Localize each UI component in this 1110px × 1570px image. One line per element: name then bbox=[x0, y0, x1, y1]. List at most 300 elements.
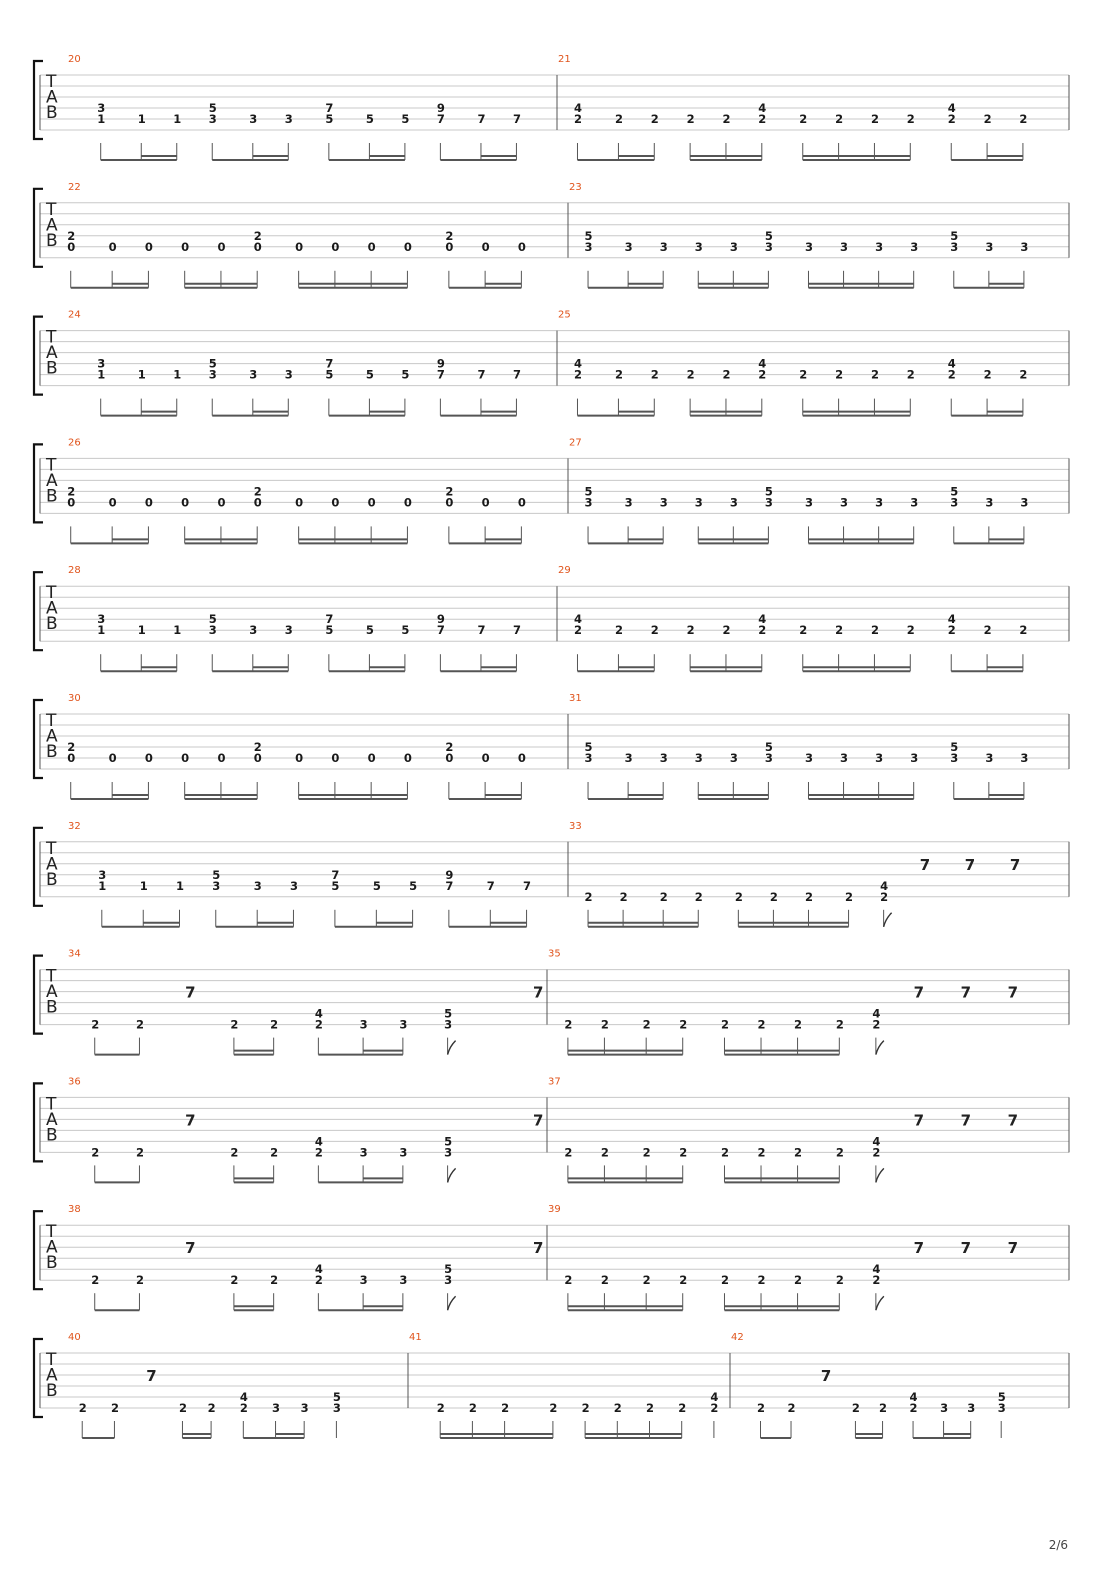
tab-clef-letter: T bbox=[46, 966, 57, 987]
fret-number: 0 bbox=[445, 239, 454, 254]
fret-number: 3 bbox=[208, 112, 217, 126]
measure bbox=[68, 1204, 543, 1310]
fret-number: 2 bbox=[253, 740, 262, 754]
measure-number: 22 bbox=[68, 181, 81, 193]
fret-number: 2 bbox=[642, 1017, 651, 1032]
fret-number: 0 bbox=[331, 495, 340, 510]
fret-number: 0 bbox=[481, 239, 490, 254]
fret-number: 0 bbox=[367, 751, 376, 765]
fret-number: 2 bbox=[600, 1017, 609, 1032]
fret-number: 0 bbox=[331, 239, 340, 254]
fret-number: 0 bbox=[403, 495, 412, 510]
fret-number: 2 bbox=[135, 1273, 144, 1288]
tab-system bbox=[34, 1204, 1069, 1310]
fret-number: 1 bbox=[173, 367, 182, 382]
fret-number: 4 bbox=[573, 101, 582, 115]
fret-number: 3 bbox=[208, 367, 217, 382]
fret-number: 2 bbox=[270, 1017, 279, 1032]
fret-number: 3 bbox=[840, 239, 849, 254]
measure bbox=[569, 182, 1028, 288]
eighth-rest: 7 bbox=[964, 855, 976, 874]
fret-number: 1 bbox=[173, 112, 182, 126]
fret-number: 5 bbox=[950, 228, 959, 243]
system-bracket bbox=[34, 1211, 43, 1289]
fret-number: 0 bbox=[217, 751, 226, 765]
fret-number: 2 bbox=[314, 1273, 323, 1288]
fret-number: 3 bbox=[694, 239, 703, 254]
fret-number: 7 bbox=[436, 112, 445, 126]
fret-number: 2 bbox=[91, 1017, 100, 1032]
system-bracket bbox=[34, 572, 43, 650]
measure bbox=[67, 693, 526, 799]
fret-number: 3 bbox=[659, 239, 668, 254]
fret-number: 7 bbox=[477, 112, 486, 126]
note-flag bbox=[448, 1168, 456, 1182]
fret-number: 3 bbox=[764, 751, 773, 765]
fret-number: 3 bbox=[97, 356, 106, 371]
tab-clef-letter: B bbox=[46, 742, 58, 762]
measure bbox=[67, 437, 526, 543]
fret-number: 0 bbox=[181, 751, 190, 765]
eighth-rest: 7 bbox=[185, 983, 196, 1002]
fret-number: 2 bbox=[564, 1145, 573, 1160]
fret-number: 0 bbox=[253, 239, 262, 254]
measure bbox=[548, 1076, 1018, 1182]
fret-number: 2 bbox=[835, 112, 844, 126]
fret-number: 0 bbox=[517, 495, 526, 510]
fret-number: 2 bbox=[1019, 623, 1028, 638]
eighth-rest: 7 bbox=[1007, 983, 1019, 1002]
fret-number: 3 bbox=[659, 751, 668, 765]
fret-number: 2 bbox=[253, 228, 262, 243]
fret-number: 2 bbox=[314, 1145, 323, 1160]
fret-number: 5 bbox=[372, 878, 381, 893]
fret-number: 3 bbox=[967, 1401, 976, 1415]
measure bbox=[68, 1076, 543, 1182]
fret-number: 4 bbox=[758, 101, 767, 115]
measure-number: 42 bbox=[731, 1332, 744, 1343]
fret-number: 1 bbox=[139, 878, 148, 893]
fret-number: 4 bbox=[758, 612, 767, 627]
system-bracket bbox=[34, 61, 43, 139]
fret-number: 3 bbox=[399, 1145, 408, 1160]
note-flag bbox=[448, 1296, 456, 1310]
eighth-rest: 7 bbox=[820, 1367, 832, 1385]
measure-number: 34 bbox=[68, 948, 81, 960]
fret-number: 5 bbox=[997, 1390, 1006, 1404]
fret-number: 0 bbox=[295, 495, 304, 510]
fret-number: 5 bbox=[365, 112, 374, 126]
system-bracket bbox=[34, 189, 43, 267]
tab-clef-letter: T bbox=[46, 1094, 57, 1115]
measure bbox=[68, 949, 543, 1055]
fret-number: 9 bbox=[436, 356, 445, 371]
fret-number: 0 bbox=[445, 751, 454, 765]
fret-number: 0 bbox=[67, 751, 76, 765]
measure-number: 30 bbox=[68, 693, 81, 704]
fret-number: 4 bbox=[872, 1006, 881, 1021]
fret-number: 2 bbox=[642, 1273, 651, 1288]
fret-number: 2 bbox=[694, 889, 703, 904]
fret-number: 3 bbox=[359, 1273, 368, 1288]
fret-number: 2 bbox=[845, 889, 854, 904]
fret-number: 4 bbox=[880, 878, 889, 893]
measure bbox=[68, 1332, 341, 1438]
tab-system bbox=[34, 437, 1069, 543]
fret-number: 5 bbox=[764, 740, 773, 754]
fret-number: 2 bbox=[614, 112, 623, 126]
fret-number: 2 bbox=[314, 1017, 323, 1032]
fret-number: 3 bbox=[985, 751, 994, 765]
fret-number: 2 bbox=[757, 1273, 766, 1288]
fret-number: 2 bbox=[870, 367, 879, 382]
eighth-rest: 7 bbox=[960, 1111, 972, 1130]
eighth-rest: 7 bbox=[919, 855, 931, 874]
tab-clef-letter: A bbox=[46, 1109, 58, 1130]
fret-number: 5 bbox=[365, 367, 374, 382]
fret-number: 0 bbox=[217, 495, 226, 510]
fret-number: 2 bbox=[468, 1401, 477, 1415]
fret-number: 2 bbox=[584, 889, 593, 904]
fret-number: 0 bbox=[108, 239, 117, 254]
fret-number: 4 bbox=[947, 101, 956, 115]
fret-number: 3 bbox=[910, 751, 919, 765]
fret-number: 2 bbox=[722, 112, 731, 126]
measure bbox=[409, 1332, 718, 1438]
note-flag bbox=[876, 1041, 884, 1055]
fret-number: 7 bbox=[325, 356, 334, 371]
fret-number: 2 bbox=[870, 112, 879, 126]
fret-number: 0 bbox=[517, 239, 526, 254]
fret-number: 3 bbox=[584, 751, 593, 765]
fret-number: 0 bbox=[403, 751, 412, 765]
fret-number: 2 bbox=[207, 1401, 216, 1415]
fret-number: 2 bbox=[804, 889, 813, 904]
fret-number: 2 bbox=[650, 367, 659, 382]
fret-number: 2 bbox=[230, 1145, 239, 1160]
eighth-rest: 7 bbox=[913, 1111, 925, 1130]
measure bbox=[569, 693, 1028, 799]
fret-number: 4 bbox=[314, 1006, 323, 1021]
fret-number: 7 bbox=[325, 101, 334, 115]
fret-number: 2 bbox=[91, 1145, 100, 1160]
fret-number: 3 bbox=[98, 867, 107, 882]
measure bbox=[68, 310, 521, 416]
fret-number: 3 bbox=[444, 1017, 453, 1032]
fret-number: 3 bbox=[840, 751, 849, 765]
measure bbox=[548, 949, 1018, 1055]
fret-number: 7 bbox=[512, 623, 521, 638]
measure bbox=[569, 821, 1020, 927]
fret-number: 0 bbox=[144, 751, 153, 765]
fret-number: 2 bbox=[872, 1017, 881, 1032]
fret-number: 2 bbox=[642, 1145, 651, 1160]
fret-number: 2 bbox=[1019, 112, 1028, 126]
fret-number: 2 bbox=[835, 623, 844, 638]
fret-number: 2 bbox=[799, 367, 808, 382]
fret-number: 2 bbox=[253, 484, 262, 499]
fret-number: 1 bbox=[137, 623, 146, 638]
fret-number: 5 bbox=[208, 612, 217, 627]
fret-number: 2 bbox=[722, 623, 731, 638]
fret-number: 2 bbox=[270, 1145, 279, 1160]
fret-number: 2 bbox=[983, 112, 992, 126]
fret-number: 5 bbox=[444, 1134, 453, 1149]
fret-number: 2 bbox=[794, 1017, 803, 1032]
tab-clef-letter: A bbox=[46, 854, 58, 875]
measure bbox=[569, 437, 1028, 543]
fret-number: 2 bbox=[239, 1401, 248, 1415]
fret-number: 3 bbox=[444, 1273, 453, 1288]
fret-number: 2 bbox=[906, 367, 915, 382]
tab-clef-letter: A bbox=[46, 215, 58, 236]
fret-number: 3 bbox=[584, 495, 593, 510]
fret-number: 2 bbox=[679, 1273, 688, 1288]
fret-number: 2 bbox=[614, 367, 623, 382]
fret-number: 2 bbox=[794, 1145, 803, 1160]
fret-number: 7 bbox=[486, 878, 495, 893]
fret-number: 2 bbox=[445, 228, 454, 243]
fret-number: 3 bbox=[804, 495, 813, 510]
fret-number: 3 bbox=[910, 495, 919, 510]
measure-number: 36 bbox=[68, 1076, 81, 1088]
fret-number: 2 bbox=[794, 1273, 803, 1288]
fret-number: 2 bbox=[614, 623, 623, 638]
fret-number: 3 bbox=[284, 112, 293, 126]
fret-number: 5 bbox=[365, 623, 374, 638]
fret-number: 5 bbox=[212, 867, 221, 882]
fret-number: 2 bbox=[835, 1273, 844, 1288]
tab-system bbox=[34, 949, 1069, 1055]
measure bbox=[68, 54, 521, 160]
fret-number: 7 bbox=[512, 367, 521, 382]
fret-number: 2 bbox=[851, 1401, 860, 1415]
fret-number: 7 bbox=[331, 867, 340, 882]
fret-number: 2 bbox=[879, 1401, 888, 1415]
fret-number: 0 bbox=[445, 495, 454, 510]
tab-system bbox=[34, 693, 1069, 799]
fret-number: 2 bbox=[720, 1017, 729, 1032]
fret-number: 0 bbox=[217, 239, 226, 254]
fret-number: 0 bbox=[108, 751, 117, 765]
fret-number: 2 bbox=[870, 623, 879, 638]
system-bracket bbox=[34, 700, 43, 778]
fret-number: 7 bbox=[325, 612, 334, 627]
fret-number: 3 bbox=[950, 751, 959, 765]
fret-number: 2 bbox=[573, 112, 582, 126]
tab-system bbox=[34, 565, 1069, 671]
system-bracket bbox=[34, 828, 43, 906]
measure bbox=[558, 54, 1027, 160]
tab-clef-letter: B bbox=[46, 358, 58, 379]
fret-number: 3 bbox=[997, 1401, 1006, 1415]
measure bbox=[68, 565, 521, 671]
fret-number: 3 bbox=[584, 239, 593, 254]
tab-clef-letter: A bbox=[46, 1365, 58, 1386]
fret-number: 2 bbox=[909, 1401, 918, 1415]
fret-number: 3 bbox=[764, 239, 773, 254]
fret-number: 3 bbox=[624, 239, 633, 254]
measure-number: 26 bbox=[68, 437, 81, 449]
fret-number: 5 bbox=[584, 484, 593, 499]
fret-number: 2 bbox=[872, 1145, 881, 1160]
fret-number: 5 bbox=[584, 228, 593, 243]
fret-number: 0 bbox=[253, 751, 262, 765]
fret-number: 3 bbox=[300, 1401, 309, 1415]
fret-number: 2 bbox=[835, 1145, 844, 1160]
fret-number: 3 bbox=[985, 495, 994, 510]
fret-number: 2 bbox=[757, 1145, 766, 1160]
tab-clef-letter: A bbox=[46, 470, 58, 491]
fret-number: 3 bbox=[359, 1017, 368, 1032]
fret-number: 2 bbox=[270, 1273, 279, 1288]
fret-number: 2 bbox=[799, 623, 808, 638]
fret-number: 1 bbox=[176, 878, 185, 893]
fret-number: 2 bbox=[880, 889, 889, 904]
fret-number: 3 bbox=[97, 101, 106, 115]
system-bracket bbox=[34, 317, 43, 395]
tab-clef-letter: T bbox=[46, 711, 57, 731]
fret-number: 2 bbox=[686, 112, 695, 126]
fret-number: 4 bbox=[314, 1262, 323, 1277]
fret-number: 1 bbox=[97, 112, 106, 126]
fret-number: 3 bbox=[840, 495, 849, 510]
fret-number: 0 bbox=[367, 239, 376, 254]
fret-number: 2 bbox=[787, 1401, 796, 1415]
fret-number: 2 bbox=[110, 1401, 119, 1415]
fret-number: 2 bbox=[686, 623, 695, 638]
fret-number: 3 bbox=[940, 1401, 949, 1415]
fret-number: 1 bbox=[137, 367, 146, 382]
fret-number: 3 bbox=[399, 1017, 408, 1032]
measure-number: 39 bbox=[548, 1204, 561, 1216]
tab-clef-letter: B bbox=[46, 486, 58, 507]
tab-clef-letter: T bbox=[46, 327, 57, 348]
tab-clef-letter: T bbox=[46, 838, 57, 859]
tab-system bbox=[34, 1076, 1069, 1182]
fret-number: 2 bbox=[678, 1401, 687, 1415]
fret-number: 3 bbox=[249, 112, 258, 126]
eighth-rest: 7 bbox=[533, 983, 544, 1002]
tab-clef-letter: A bbox=[46, 982, 58, 1003]
page-number: 2/6 bbox=[1048, 1538, 1068, 1552]
fret-number: 7 bbox=[477, 623, 486, 638]
fret-number: 5 bbox=[764, 228, 773, 243]
fret-number: 3 bbox=[764, 495, 773, 510]
fret-number: 5 bbox=[950, 740, 959, 754]
measure bbox=[68, 821, 531, 927]
fret-number: 3 bbox=[1020, 495, 1029, 510]
fret-number: 2 bbox=[720, 1273, 729, 1288]
fret-number: 7 bbox=[445, 878, 454, 893]
fret-number: 0 bbox=[295, 239, 304, 254]
measure bbox=[731, 1332, 1006, 1438]
eighth-rest: 7 bbox=[960, 983, 972, 1002]
tab-clef-letter: B bbox=[46, 1253, 58, 1274]
fret-number: 2 bbox=[436, 1401, 445, 1415]
fret-number: 2 bbox=[650, 623, 659, 638]
tab-clef-letter: T bbox=[46, 455, 57, 476]
measure-number: 24 bbox=[68, 309, 81, 321]
fret-number: 0 bbox=[253, 495, 262, 510]
measure-number: 35 bbox=[548, 948, 561, 960]
tab-clef-letter: A bbox=[46, 87, 58, 108]
fret-number: 2 bbox=[906, 623, 915, 638]
fret-number: 2 bbox=[549, 1401, 558, 1415]
measure-number: 41 bbox=[409, 1332, 422, 1343]
tab-clef-letter: B bbox=[46, 103, 58, 123]
fret-number: 2 bbox=[720, 1145, 729, 1160]
measure-number: 37 bbox=[548, 1076, 561, 1088]
fret-number: 5 bbox=[950, 484, 959, 499]
fret-number: 3 bbox=[249, 367, 258, 382]
fret-number: 3 bbox=[804, 239, 813, 254]
fret-number: 2 bbox=[78, 1401, 87, 1415]
measure-number: 25 bbox=[558, 309, 571, 321]
fret-number: 7 bbox=[436, 367, 445, 382]
measure bbox=[548, 1204, 1018, 1310]
fret-number: 0 bbox=[108, 495, 117, 510]
fret-number: 5 bbox=[325, 623, 334, 638]
tab-clef-letter: T bbox=[46, 1222, 57, 1243]
fret-number: 4 bbox=[710, 1390, 719, 1404]
measure bbox=[67, 182, 526, 288]
fret-number: 4 bbox=[758, 356, 767, 371]
fret-number: 3 bbox=[97, 612, 106, 627]
fret-number: 2 bbox=[135, 1017, 144, 1032]
fret-number: 9 bbox=[436, 612, 445, 627]
tab-system bbox=[34, 182, 1069, 288]
tab-clef-letter: T bbox=[46, 1350, 57, 1370]
fret-number: 3 bbox=[1020, 239, 1029, 254]
fret-number: 5 bbox=[332, 1390, 341, 1404]
fret-number: 0 bbox=[295, 751, 304, 765]
tab-system bbox=[34, 821, 1069, 927]
fret-number: 3 bbox=[399, 1273, 408, 1288]
fret-number: 2 bbox=[573, 367, 582, 382]
fret-number: 2 bbox=[501, 1401, 510, 1415]
fret-number: 3 bbox=[332, 1401, 341, 1415]
fret-number: 2 bbox=[600, 1145, 609, 1160]
fret-number: 3 bbox=[729, 495, 738, 510]
fret-number: 1 bbox=[98, 878, 107, 893]
fret-number: 2 bbox=[906, 112, 915, 126]
fret-number: 9 bbox=[445, 867, 454, 882]
fret-number: 2 bbox=[564, 1017, 573, 1032]
fret-number: 0 bbox=[181, 495, 190, 510]
eighth-rest: 7 bbox=[1009, 855, 1021, 874]
fret-number: 2 bbox=[872, 1273, 881, 1288]
fret-number: 5 bbox=[401, 112, 410, 126]
fret-number: 7 bbox=[512, 112, 521, 126]
fret-number: 2 bbox=[983, 367, 992, 382]
measure-number: 31 bbox=[569, 693, 582, 704]
fret-number: 1 bbox=[173, 623, 182, 638]
fret-number: 3 bbox=[950, 495, 959, 510]
fret-number: 2 bbox=[600, 1273, 609, 1288]
note-flag bbox=[876, 1296, 884, 1310]
fret-number: 5 bbox=[409, 878, 418, 893]
tab-system bbox=[34, 54, 1069, 160]
fret-number: 2 bbox=[757, 1017, 766, 1032]
fret-number: 4 bbox=[872, 1262, 881, 1277]
fret-number: 3 bbox=[284, 367, 293, 382]
fret-number: 2 bbox=[1019, 367, 1028, 382]
fret-number: 7 bbox=[523, 878, 532, 893]
fret-number: 5 bbox=[764, 484, 773, 499]
tab-clef-letter: A bbox=[46, 726, 58, 747]
fret-number: 9 bbox=[436, 101, 445, 115]
